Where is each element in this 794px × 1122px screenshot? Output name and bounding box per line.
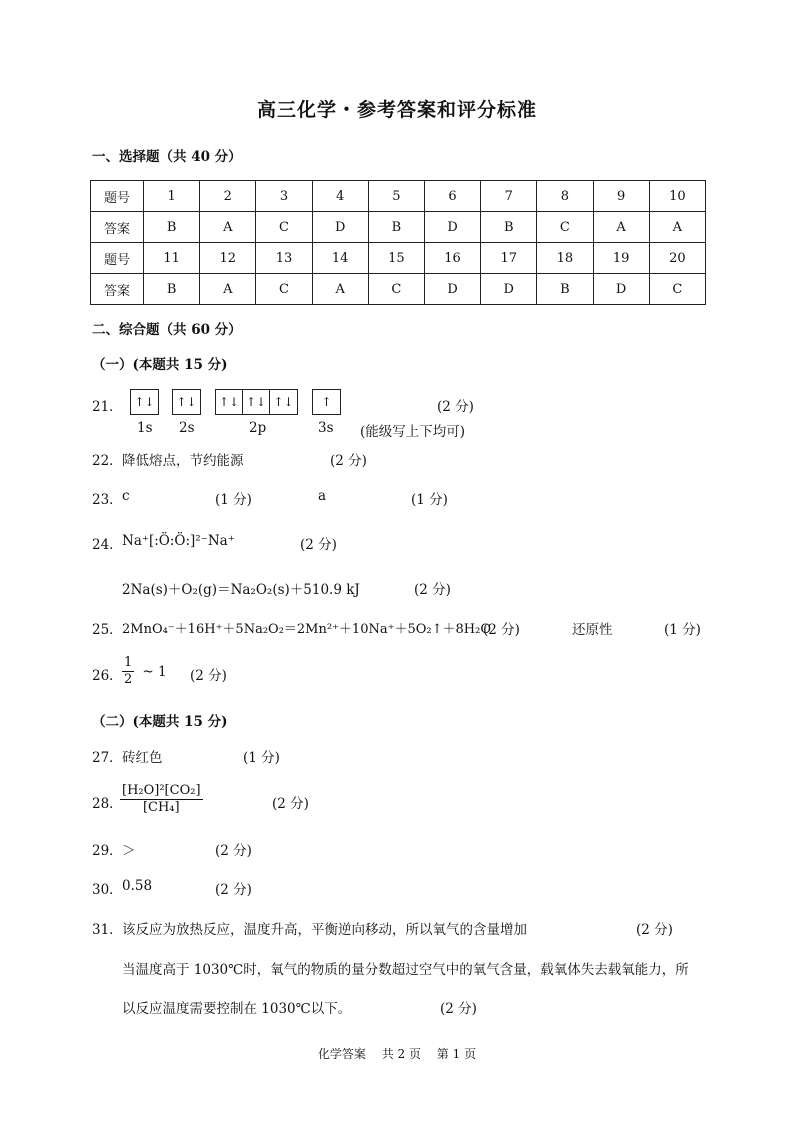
fraction-denominator: [CH₄] [142,800,180,815]
q23-answer-b: a [318,488,327,504]
q28-number: 28． [92,796,123,812]
orbital-box: ↑↓ [176,395,197,409]
q31-number: 31． [92,922,123,938]
orbital-label-3s: 3s [318,420,334,436]
q25-number: 25． [92,622,123,638]
q23-score-b: (1 分) [411,492,448,508]
orbital-box: ↑↓ [134,395,155,409]
q25-score: (2 分) [483,622,520,638]
table-cell: B [537,274,593,305]
q31-score1: (2 分) [636,922,673,938]
table-cell: 5 [368,181,424,212]
q24-number: 24． [92,537,123,553]
q28-score: (2 分) [272,796,309,812]
table-cell: D [424,212,480,243]
table-cell: 14 [312,243,368,274]
table-cell: 15 [368,243,424,274]
table-cell: 3 [256,181,312,212]
orbital-1s [130,389,159,415]
table-cell: 10 [649,181,705,212]
q23-answer-a: c [122,488,130,504]
q22-number: 22． [92,453,123,469]
q26-range: ~ 1 [142,663,167,680]
q31-score2: (2 分) [440,1001,477,1017]
fraction-numerator: 1 [124,655,133,670]
part1-heading: （一）(本题共 15 分) [92,357,228,373]
table-cell: 13 [256,243,312,274]
q23-number: 23． [92,492,123,508]
table-cell: B [481,212,537,243]
fraction-numerator: [H₂O]²[CO₂] [122,783,201,798]
q27-score: (1 分) [243,750,280,766]
table-cell: D [312,212,368,243]
orbital-box: ↑ [321,395,332,409]
page-footer: 化学答案 共 2 页 第 1 页 [317,1047,477,1061]
q25-equation: 2MnO₄⁻＋16H⁺＋5Na₂O₂＝2Mn²⁺＋10Na⁺＋5O₂↑＋8H₂O [122,622,491,637]
q29-score: (2 分) [215,843,252,859]
table-row [91,274,706,305]
table-cell: A [200,212,256,243]
q30-answer: 0.58 [122,878,153,894]
table-cell: A [649,212,705,243]
q25-answer-score: (1 分) [664,622,701,638]
q29-number: 29． [92,843,123,859]
table-row [91,181,706,212]
q26-answer [122,655,167,688]
q31-line3: 以反应温度需要控制在 1030℃以下。 [122,1001,352,1017]
orbital-box: ↑↓ [243,390,270,414]
q27-answer: 砖红色 [122,750,163,766]
table-cell: D [424,274,480,305]
orbital-label-1s: 1s [137,420,153,436]
q21-number: 21． [92,399,123,415]
section1-heading: 一、选择题（共 40 分） [92,149,242,165]
table-cell: D [481,274,537,305]
table-cell: 12 [200,243,256,274]
table-cell: 1 [144,181,200,212]
part2-heading: （二）(本题共 15 分) [92,714,228,730]
orbital-label-2s: 2s [179,420,195,436]
q24-equation-score: (2 分) [414,582,451,598]
orbital-2s [172,389,201,415]
table-cell: C [537,212,593,243]
table-row [91,243,706,274]
table-cell: B [368,212,424,243]
table-cell: 19 [593,243,649,274]
table-cell: 8 [537,181,593,212]
table-cell: 17 [481,243,537,274]
table-cell: 16 [424,243,480,274]
fraction-denominator: 2 [124,672,133,687]
q28-expression [120,783,203,816]
q26-score: (2 分) [190,668,227,684]
table-cell: C [256,212,312,243]
table-cell: A [593,212,649,243]
table-cell: D [593,274,649,305]
table-row-header: 题号 [91,181,144,212]
table-cell: 6 [424,181,480,212]
table-cell: 7 [481,181,537,212]
q25-answer: 还原性 [572,622,613,638]
orbital-box: ↑↓ [273,395,294,409]
q26-number: 26． [92,668,123,684]
q24-score: (2 分) [300,537,337,553]
q31-line1: 该反应为放热反应，温度升高，平衡逆向移动，所以氧气的含量增加 [122,922,527,938]
table-cell: 18 [537,243,593,274]
table-row-header: 答案 [91,274,144,305]
q30-number: 30． [92,882,123,898]
q28-fraction [120,783,203,816]
table-row [91,212,706,243]
q22-score: (2 分) [330,453,367,469]
table-cell: B [144,274,200,305]
q27-number: 27． [92,750,123,766]
q24-electron-formula: Na⁺[:Ö:Ö:]²⁻Na⁺ [122,533,235,549]
table-cell: 9 [593,181,649,212]
orbital-3s [312,389,341,415]
table-row-header: 答案 [91,212,144,243]
q21-note: (能级写上下均可) [360,424,466,440]
q21-score: (2 分) [437,399,474,415]
q30-score: (2 分) [215,882,252,898]
answer-table [90,180,706,305]
table-cell: 11 [144,243,200,274]
table-cell: C [256,274,312,305]
page-title: 高三化学・参考答案和评分标准 [256,99,537,121]
section2-heading: 二、综合题（共 60 分） [92,322,242,338]
q31-line2: 当温度高于 1030℃时，氧气的物质的量分数超过空气中的氧气含量，载氧体失去载氧能力，所 [122,962,689,978]
q26-fraction [122,655,134,688]
table-cell: C [649,274,705,305]
q29-answer: ＞ [122,843,136,859]
table-cell: C [368,274,424,305]
table-cell: A [200,274,256,305]
table-cell: 20 [649,243,705,274]
orbital-box: ↑↓ [216,390,243,414]
q22-answer: 降低熔点，节约能源 [122,453,244,469]
table-cell: 4 [312,181,368,212]
table-cell: B [144,212,200,243]
orbital-label-2p: 2p [249,420,267,436]
table-cell: A [312,274,368,305]
table-cell: 2 [200,181,256,212]
table-row-header: 题号 [91,243,144,274]
q24-equation: 2Na(s)＋O₂(g)＝Na₂O₂(s)＋510.9 kJ [122,582,360,598]
orbital-2p [215,389,298,415]
q23-score-a: (1 分) [215,492,252,508]
